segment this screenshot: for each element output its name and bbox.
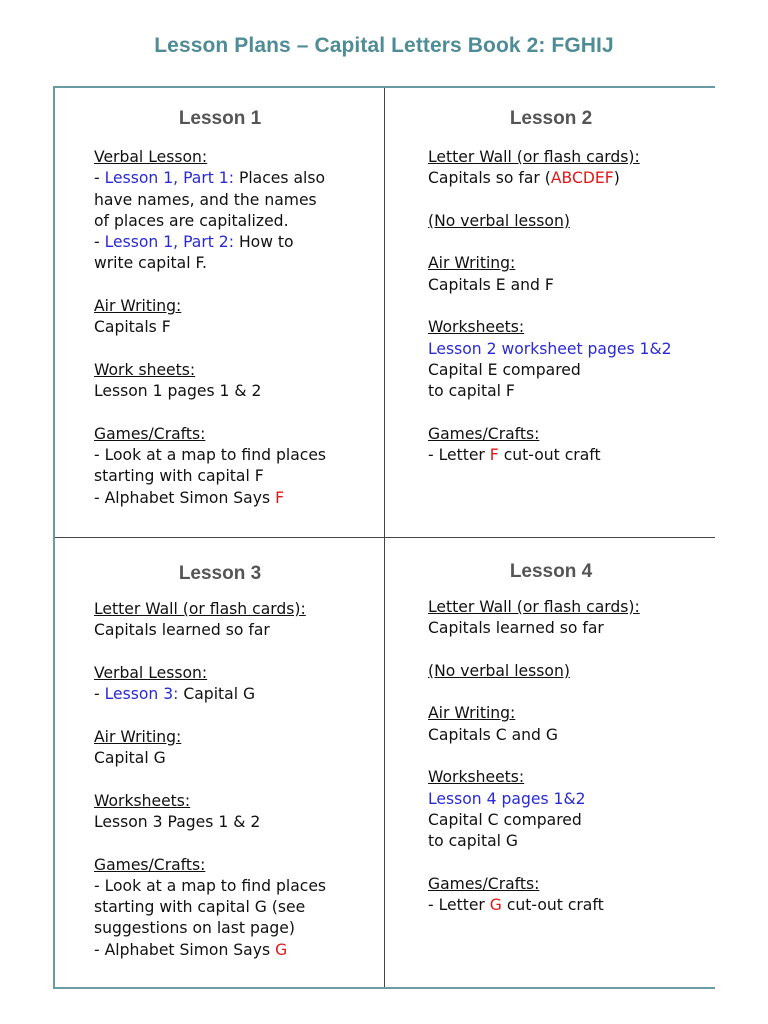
highlight-letter: G: [489, 896, 502, 915]
verbal-text: Places also: [233, 169, 326, 188]
verbal-text: Capital G: [178, 685, 256, 704]
dash: -: [94, 169, 105, 188]
dash: -: [94, 685, 105, 704]
verbal-text: How to: [233, 233, 294, 252]
games-text-end: cut-out craft: [501, 896, 604, 915]
lesson-3-link[interactable]: Lesson 3:: [104, 685, 179, 704]
games-line-4: [94, 940, 377, 961]
wall-text-end: ): [613, 169, 620, 188]
games-text: - Letter: [428, 896, 490, 915]
page-title: Lesson Plans – Capital Letters Book 2: FGHIJ: [154, 34, 614, 57]
letter-wall-heading: Letter Wall (or flash cards):: [94, 600, 306, 618]
highlight-letters: ABCDEF: [550, 169, 614, 188]
lesson-1-body: [55, 147, 385, 509]
worksheets-text: Lesson 3 Pages 1 & 2: [94, 812, 261, 831]
games-text-end: cut-out craft: [498, 446, 601, 465]
letter-wall-text: Capitals learned so far: [94, 621, 270, 640]
worksheets-heading: Work sheets:: [94, 360, 196, 379]
lesson-2-body: [386, 147, 716, 466]
lesson-4-title: Lesson 4: [509, 561, 593, 582]
lesson-1-part-2-link[interactable]: Lesson 1, Part 2:: [104, 233, 234, 252]
games-line-3: [94, 488, 377, 509]
air-writing-text: Capitals E and F: [428, 275, 554, 294]
lesson-1-cell: [55, 88, 385, 509]
lesson-2-worksheet-link[interactable]: Lesson 2 worksheet pages 1&2: [428, 339, 672, 358]
games-text: - Letter: [428, 446, 490, 465]
games-line-1: [428, 895, 708, 916]
air-writing-heading: Air Writing:: [428, 704, 516, 723]
lesson-2-title: Lesson 2: [509, 108, 593, 129]
air-writing-text: Capital G: [94, 749, 166, 768]
letter-wall-text: [428, 168, 708, 189]
letter-wall-heading: Letter Wall (or flash cards):: [428, 148, 640, 166]
verbal-line-3: of places are capitalized.: [94, 211, 289, 230]
air-writing-heading: Air Writing:: [94, 297, 182, 316]
verbal-line-1: [94, 168, 377, 189]
air-writing-text: Capitals F: [94, 318, 171, 337]
games-heading: Games/Crafts:: [94, 424, 206, 443]
worksheets-line-3: to capital F: [428, 382, 515, 401]
letter-wall-heading: Letter Wall (or flash cards):: [428, 598, 640, 616]
worksheets-line-2: Capital C compared: [428, 810, 582, 829]
games-line-2: starting with capital F: [94, 467, 264, 486]
air-writing-heading: Air Writing:: [428, 254, 516, 273]
verbal-line-5: write capital F.: [94, 254, 207, 273]
lesson-grid: [53, 86, 715, 989]
lesson-4-body: [386, 597, 716, 916]
highlight-letter: G: [275, 940, 288, 959]
games-line-3: suggestions on last page): [94, 919, 295, 938]
worksheets-heading: Worksheets:: [428, 318, 525, 337]
lesson-4-worksheet-link[interactable]: Lesson 4 pages 1&2: [428, 789, 586, 808]
verbal-lesson-heading: Verbal Lesson:: [94, 148, 208, 166]
games-line-1: - Look at a map to find places: [94, 876, 327, 895]
lesson-3-title: Lesson 3: [178, 563, 262, 584]
worksheets-heading: Worksheets:: [94, 791, 191, 810]
games-line-1: [428, 445, 708, 466]
verbal-line-4: [94, 232, 377, 253]
worksheets-line-2: Capital E compared: [428, 360, 581, 379]
horizontal-divider: [55, 537, 715, 538]
no-verbal-lesson: (No verbal lesson): [428, 211, 570, 230]
lesson-1-title: Lesson 1: [178, 108, 262, 129]
lesson-1-part-1-link[interactable]: Lesson 1, Part 1:: [104, 169, 234, 188]
games-heading: Games/Crafts:: [428, 874, 540, 893]
air-writing-text: Capitals C and G: [428, 725, 558, 744]
air-writing-heading: Air Writing:: [94, 727, 182, 746]
worksheets-text: Lesson 1 pages 1 & 2: [94, 382, 262, 401]
games-line-2: starting with capital G (see: [94, 898, 306, 917]
wall-text: Capitals so far (: [428, 169, 551, 188]
games-text: - Alphabet Simon Says: [94, 940, 276, 959]
no-verbal-lesson: (No verbal lesson): [428, 661, 570, 680]
games-heading: Games/Crafts:: [94, 855, 206, 874]
games-line-1: - Look at a map to find places: [94, 446, 327, 465]
highlight-letter: F: [489, 446, 499, 465]
games-text: - Alphabet Simon Says: [94, 488, 276, 507]
verbal-line-1: [94, 684, 377, 705]
worksheets-line-3: to capital G: [428, 832, 519, 851]
verbal-line-2: have names, and the names: [94, 190, 317, 209]
lesson-2-cell: [386, 88, 716, 466]
letter-wall-text: Capitals learned so far: [428, 619, 604, 638]
worksheets-heading: Worksheets:: [428, 768, 525, 787]
lesson-4-cell: [386, 539, 716, 916]
lesson-3-body: [55, 599, 385, 961]
games-heading: Games/Crafts:: [428, 424, 540, 443]
lesson-3-cell: [55, 539, 385, 961]
dash: -: [94, 233, 105, 252]
highlight-letter: F: [275, 488, 285, 507]
verbal-lesson-heading: Verbal Lesson:: [94, 663, 208, 682]
